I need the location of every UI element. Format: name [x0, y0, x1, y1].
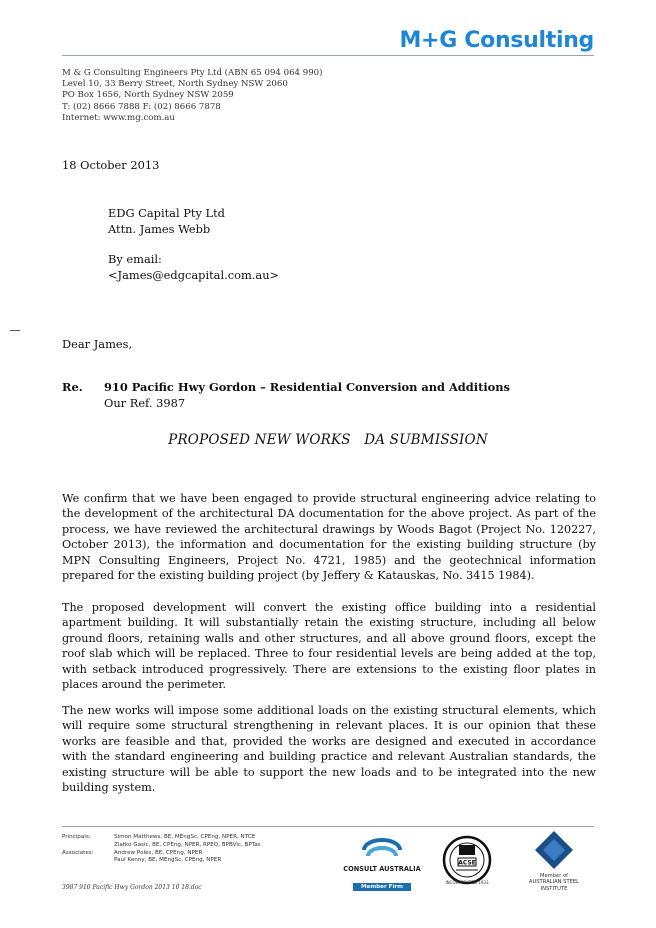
- principal-name: Zlatko Gasic, BE, CPEng, NPER, RPEQ, BPBVic, BPTas: [114, 841, 261, 848]
- asi-logo: [516, 830, 592, 892]
- body-paragraph: The new works will impose some additional loads on the existing structural elements, which will require some structural strengthening in relevant places. It is our opinion that these works are feasible and that, provided the works are designed and executed in accordance with the standard engineering and building practice and relevant Australian standards, the existing structure will be able to support the new loads and to be integrated into the new building system.: [62, 704, 596, 795]
- salutation: Dear James,: [62, 337, 133, 351]
- associate-name: Andrew Poles, BE, CPEng, NPER: [114, 849, 203, 856]
- acse-seal-text: ACSE: [458, 859, 476, 867]
- letterhead-line: M & G Consulting Engineers Pty Ltd (ABN 65 094 064 990): [62, 68, 323, 78]
- file-reference: 3987 910 Pacific Hwy Gordon 2013 10 18.doc: [62, 884, 202, 891]
- section-heading: [0, 432, 656, 448]
- recipient-company: EDG Capital Pty Ltd: [108, 206, 225, 220]
- asi-member-of: Member of: [540, 872, 568, 879]
- recipient-attn: Attn. James Webb: [108, 221, 211, 236]
- company-logo: M+G Consulting: [399, 28, 594, 53]
- subject-title: 910 Pacific Hwy Gordon – Residential Conversion and Additions: [104, 380, 510, 394]
- subject-label: Re.: [62, 380, 83, 394]
- asi-diamond-icon: [534, 830, 574, 870]
- recipient-email: <James@edgcapital.com.au>: [108, 267, 280, 282]
- principals-label: Principals:: [62, 834, 91, 840]
- letterhead-line: Internet: www.mg.com.au: [62, 112, 175, 123]
- margin-mark: [10, 330, 20, 331]
- body-paragraph: The proposed development will convert the existing office building into a residential apartment building. It will substantially retain the existing structure, including all below ground floors, retaining walls and other structures, and all above ground floors, except the roof slab which will be replaced. Three to four residential levels are being added at the top, with setback introduced progressively. There are extensions to the existing floor plates in places around the perimeter.: [62, 601, 596, 692]
- letter-date: 18 October 2013: [62, 158, 160, 172]
- section-heading-text: PROPOSED NEW WORKS DA SUBMISSION: [168, 432, 488, 448]
- associate-name: Paul Kenny, BE, MEngSc, CPEng, NPER: [114, 857, 222, 864]
- acse-caption: INCORPORATED 1933: [445, 880, 489, 885]
- letterhead-line: PO Box 1656, North Sydney NSW 2059: [62, 90, 234, 101]
- consult-australia-logo: [340, 836, 424, 892]
- body-paragraph: We confirm that we have been engaged to provide structural engineering advice relating to the development of the architectural DA documentation for the above project. As part of the process, we have reviewed the architectural drawings by Woods Bagot (Project No. 120227, October 2013), the information and documentation for the existing building structure (by MPN Consulting Engineers, Project No. 4721, 1985) and the geotechnical information prepared for the existing building project (by Jeffery & Katauskas, No. 3415 1984).: [62, 492, 596, 583]
- consult-australia-name: CONSULT AUSTRALIA: [343, 865, 421, 873]
- footer-divider: [62, 826, 594, 827]
- recipient-by-email: By email:: [108, 252, 162, 266]
- consult-australia-emblem-icon: [360, 836, 404, 860]
- asi-name: AUSTRALIAN STEEL INSTITUTE: [528, 879, 580, 892]
- member-firm-badge: Member Firm: [353, 883, 411, 891]
- staff-list: [62, 834, 261, 865]
- letterhead-address: [62, 68, 323, 124]
- principal-name: Simon Matthews, BE, MEngSc, CPEng, NPER, NTCE: [114, 834, 256, 840]
- associates-label: Associates:: [62, 849, 94, 856]
- letterhead-line: Level 10, 33 Berry Street, North Sydney NSW 2060: [62, 79, 288, 90]
- subject-reference: Our Ref. 3987: [104, 396, 186, 410]
- header-divider: [62, 55, 594, 56]
- letterhead-line: T: (02) 8666 7888 F: (02) 8666 7878: [62, 101, 221, 112]
- recipient-block: [108, 206, 279, 283]
